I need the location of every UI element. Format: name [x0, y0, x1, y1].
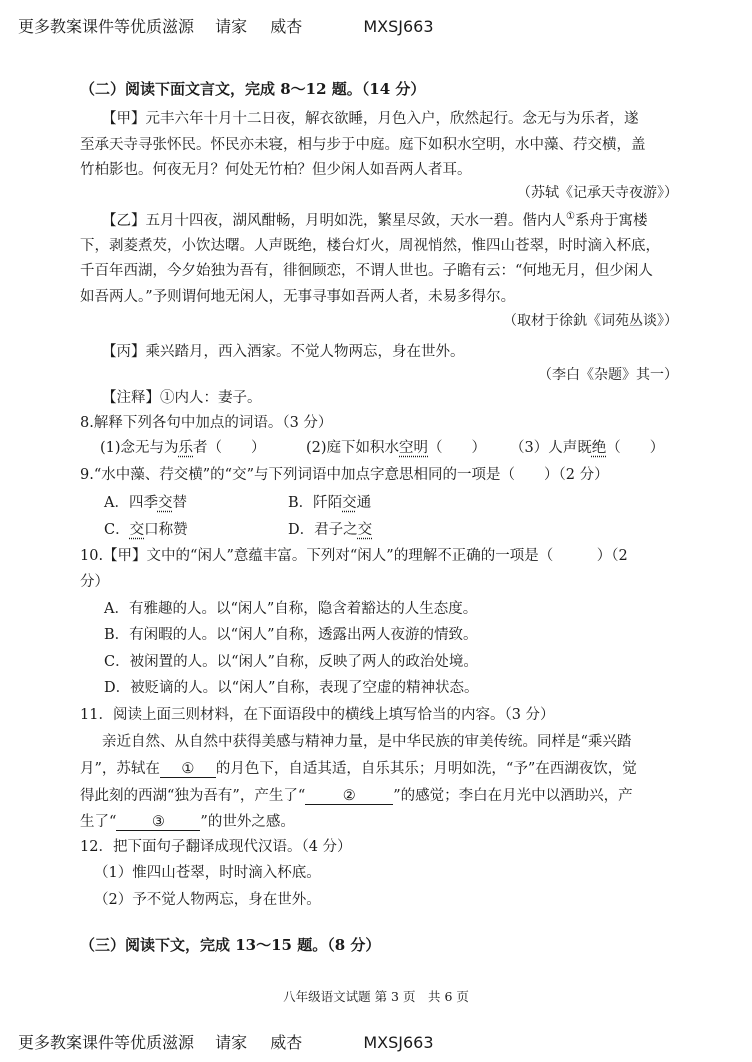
q8-dotted-word: 乐: [178, 440, 194, 456]
annotation-note: 【注释】①内人：妻子。: [102, 390, 262, 406]
question-9-option: [288, 518, 372, 539]
passage-bing-line: 【丙】乘兴踏月，西入酒家。不觉人物两忘，身在世外。: [102, 344, 465, 360]
question-11-paragraph: [80, 757, 637, 778]
option-dotted-char: 交: [157, 495, 173, 511]
q8-item-text: 者（ ）: [193, 440, 266, 456]
banner-please: 请家: [215, 1033, 248, 1052]
question-9-option: [288, 491, 371, 512]
question-8-stem: 8.解释下列各句中加点的词语。（3 分）: [80, 415, 333, 431]
passage-jia-line: 竹柏影也。何夜无月？何处无竹柏？但少闲人如吾两人者耳。: [80, 162, 472, 178]
option-text: 君子之: [314, 522, 358, 538]
paragraph-text: 得此刻的西湖“独为吾有”，产生了“: [80, 788, 306, 804]
question-12-item: （2）予不觉人物两忘，身在世外。: [94, 892, 321, 908]
question-10-option: D．被贬谪的人。以“闲人”自称，表现了空虚的精神状态。: [104, 680, 479, 696]
paragraph-text: 生了“: [80, 814, 117, 830]
passage-yi-text: 【乙】五月十四夜，湖风酣畅，月明如洗，繁星尽敛，天水一碧。偕内人: [102, 213, 566, 229]
paragraph-text: 的月色下，自适其适，自乐其乐；月明如洗，“予”在西湖夜饮，觉: [215, 761, 637, 777]
passage-jia-line: 【甲】元丰六年十月十二日夜，解衣欲睡，月色入户，欣然起行。念无与为乐者，遂: [102, 111, 639, 127]
banner-code: MXSJ663: [363, 1033, 434, 1052]
q8-item-text: （3）人声既: [510, 440, 592, 456]
banner-text: 更多教案课件等优质滋源: [18, 17, 195, 36]
question-10-stem: 10.【甲】文中的“闲人”意蕴丰富。下列对“闲人”的理解不正确的一项是（ ）（2: [80, 548, 628, 564]
paragraph-text: 月”，苏轼在: [80, 761, 160, 777]
option-text: 四季: [128, 495, 158, 511]
option-label: B．: [288, 495, 314, 511]
paragraph-text: ”的感觉；李白在月光中以酒助兴，产: [393, 788, 633, 804]
question-11-paragraph: [80, 810, 295, 831]
answer-blank-1[interactable]: ①: [160, 761, 216, 778]
section-title: （二）阅读下面文言文，完成 8～12 题。（14 分）: [80, 80, 426, 98]
banner-please: 请家: [215, 17, 248, 36]
question-8-item: [306, 436, 486, 457]
passage-yi-source: （取材于徐釚《词苑丛谈》）: [503, 313, 678, 329]
question-12-stem: 12．把下面句子翻译成现代汉语。（4 分）: [80, 839, 352, 855]
q8-item-text: (1)念无与为: [100, 440, 179, 456]
option-dotted-char: 交: [342, 495, 357, 511]
question-10-stem: 分）: [80, 574, 109, 590]
answer-blank-3[interactable]: ③: [116, 814, 200, 831]
question-10-option: C．被闲置的人。以“闲人”自称，反映了两人的政治处境。: [104, 654, 478, 670]
banner-name: 威杏: [270, 17, 303, 36]
passage-yi-line: 如吾两人。”予则谓何地无闲人，无事寻事如吾两人者，未易多得尔。: [80, 289, 516, 305]
question-11-paragraph: [80, 784, 633, 805]
question-10-option: A．有雅趣的人。以“闲人”自称，隐含着豁达的人生态度。: [104, 601, 478, 617]
paragraph-text: ”的世外之感。: [200, 814, 295, 830]
answer-blank-2[interactable]: ②: [305, 788, 393, 805]
option-dotted-char: 交: [357, 522, 373, 538]
passage-yi-line: 千百年西湖，今夕始独为吾有，徘徊顾恋，不谓人世也。子瞻有云：“何地无月，但少闲人: [80, 263, 653, 279]
question-12-item: （1）惟四山苍翠，时时滴入杯底。: [94, 865, 321, 881]
question-11-stem: 11．阅读上面三则材料，在下面语段中的横线上填写恰当的内容。（3 分）: [80, 707, 555, 723]
option-text: 口称赞: [144, 522, 188, 538]
option-text: 阡陌: [313, 495, 343, 511]
page-footer: 八年级语文试题 第 3 页 共 6 页: [283, 989, 469, 1004]
banner-text: 更多教案课件等优质滋源: [18, 1033, 195, 1052]
option-label: D．: [288, 522, 315, 538]
q8-item-text: (2)庭下如积水: [306, 440, 400, 456]
passage-jia-line: 至承天寺寻张怀民。怀民亦未寝，相与步于中庭。庭下如积水空明，水中藻、荇交横，盖: [80, 137, 646, 153]
section-title: （三）阅读下文，完成 13～15 题。（8 分）: [80, 936, 381, 954]
bottom-banner: [18, 1030, 434, 1053]
banner-name: 威杏: [270, 1033, 303, 1052]
q8-item-text: （ ）: [428, 440, 487, 456]
question-9-option: [104, 491, 187, 512]
question-8-item: [100, 436, 266, 457]
question-8-item: [510, 436, 664, 457]
question-9-option: [104, 518, 188, 539]
question-9-stem: 9.“水中藻、荇交横”的“交”与下列词语中加点字意思相同的一项是（ ）（2 分）: [80, 467, 609, 483]
top-banner: [18, 14, 434, 37]
banner-code: MXSJ663: [363, 17, 434, 36]
option-text: 通: [356, 495, 372, 511]
q8-dotted-word: 绝: [591, 440, 607, 456]
passage-yi-text: 系舟于寓楼: [574, 213, 648, 229]
q8-item-text: （ ）: [606, 440, 665, 456]
passage-yi-line: 下，剥菱煮芡，小饮达曙。人声既绝，楼台灯火，周视悄然，惟四山苍翠，时时滴入杯底，: [80, 238, 660, 254]
option-dotted-char: 交: [129, 522, 145, 538]
passage-jia-source: （苏轼《记承天寺夜游》）: [517, 185, 678, 201]
q8-dotted-word: 空明: [399, 440, 429, 456]
question-10-option: B．有闲暇的人。以“闲人”自称，透露出两人夜游的情致。: [104, 627, 478, 643]
question-11-paragraph: 亲近自然、从自然中获得美感与精神力量，是中华民族的审美传统。同样是“乘兴踏: [102, 734, 632, 750]
note-marker: ①: [566, 211, 575, 223]
passage-bing-source: （李白《杂题》其一）: [538, 367, 678, 383]
passage-yi-line: [102, 209, 647, 230]
option-label: A．: [104, 495, 129, 511]
option-label: C．: [104, 522, 130, 538]
option-text: 替: [172, 495, 187, 511]
